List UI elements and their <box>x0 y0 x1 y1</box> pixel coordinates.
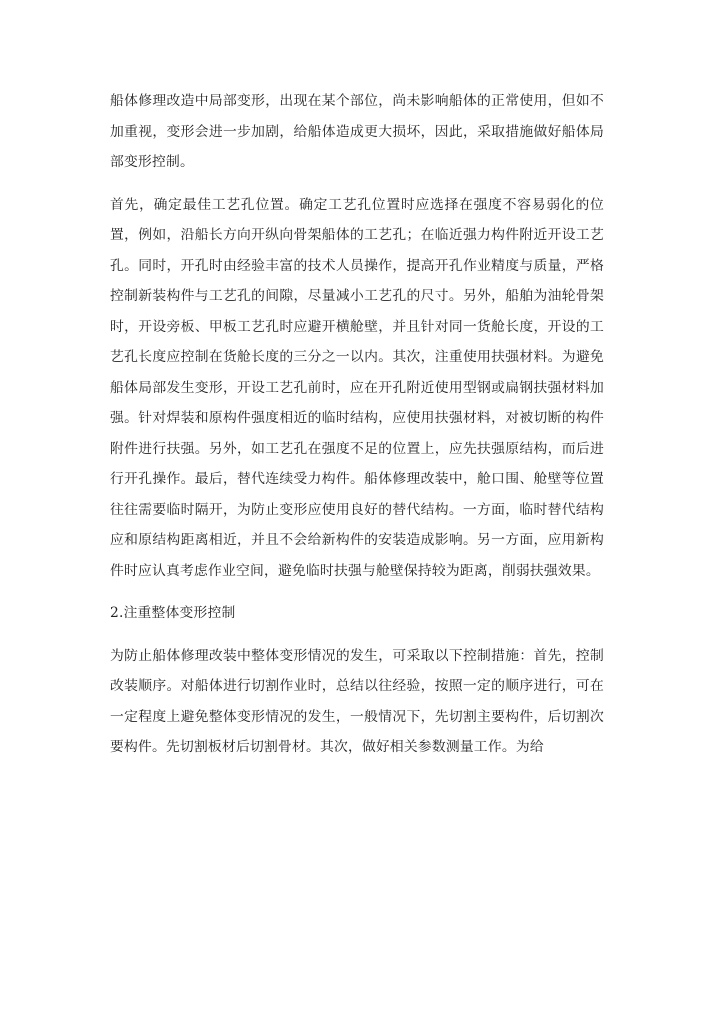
document-page <box>110 86 604 775</box>
paragraph-overall-deformation: 为防止船体修理改装中整体变形情况的发生，可采取以下控制措施：首先，控制改装顺序。对船体进行切割作业时，总结以往经验，按照一定的顺序进行，可在一定程度上避免整体变形情况的发生，一般情况下，先切割主要构件，后切割次要构件。先切割板材后切割骨材。其次，做好相关参数测量工作。为给 <box>110 647 604 755</box>
section-heading: 2.注重整体变形控制 <box>110 605 236 621</box>
paragraph-local-deformation-intro: 船体修理改造中局部变形，出现在某个部位，尚未影响船体的正常使用，但如不加重视，变形会进一步加剧，给船体造成更大损坏，因此，采取措施做好船体局部变形控制。 <box>110 93 604 170</box>
paragraph-local-deformation-measures: 首先，确定最佳工艺孔位置。确定工艺孔位置时应选择在强度不容易弱化的位置，例如，沿船长方向开纵向骨架船体的工艺孔；在临近强力构件附近开设工艺孔。同时，开孔时由经验丰富的技术人员操作，提高开孔作业精度与质量，严格控制新装构件与工艺孔的间隙，尽量减小工艺孔的尺寸。另外，船舶为油轮骨架时，开设旁板、甲板工艺孔时应避开横舱壁，并且针对同一货舱长度，开设的工艺孔长度应控制在货舱长度的三分之一以内。其次，注重使用扶强材料。为避免船体局部发生变形，开设工艺孔前时，应在开孔附近使用型钢或扁钢扶强材料加强。针对焊装和原构件强度相近的临时结构，应使用扶强材料，对被切断的构件附件进行扶强。另外，如工艺孔在强度不足的位置上，应先扶强原结构，而后进行开孔操作。最后，替代连续受力构件。船体修理改装中，舱口围、舱壁等位置往往需要临时隔开，为防止变形应使用良好的替代结构。一方面，临时替代结构应和原结构距离相近，并且不会给新构件的安装造成影响。另一方面，应用新构件时应认真考虑作业空间，避免临时扶强与舱壁保持较为距离，削弱扶强效果。 <box>110 196 604 579</box>
